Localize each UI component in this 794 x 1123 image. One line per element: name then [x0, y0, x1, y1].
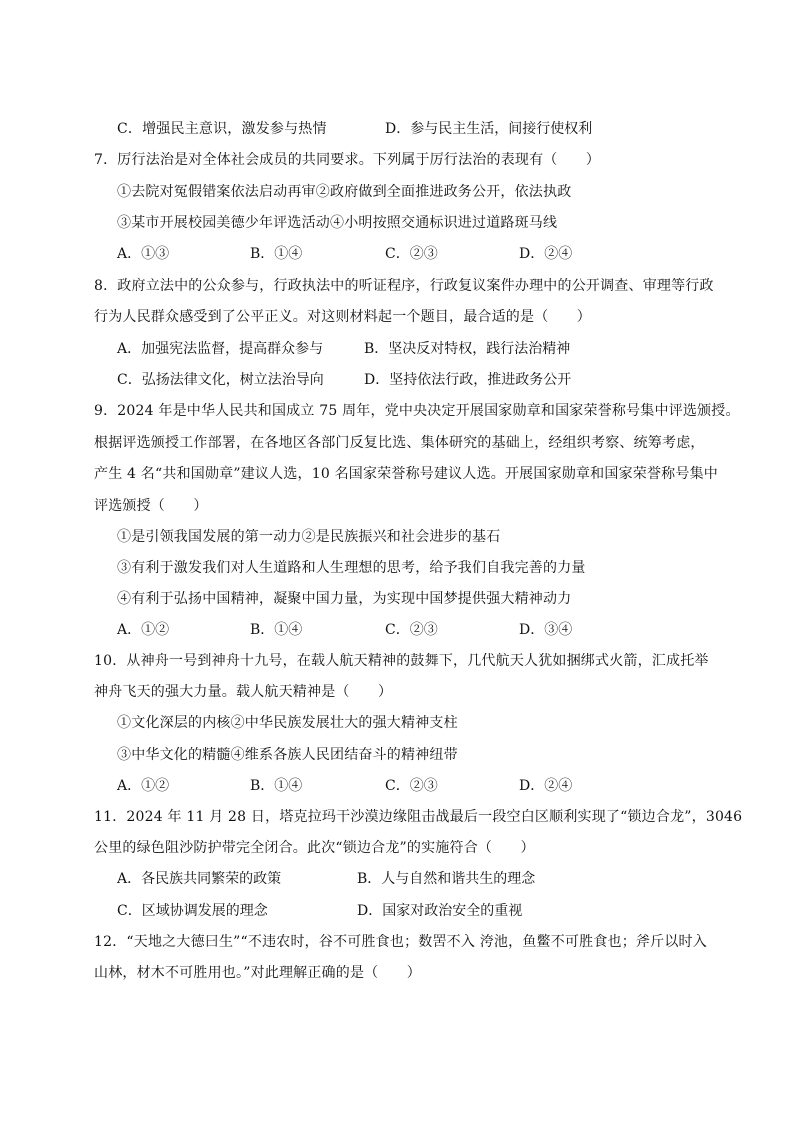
- q9-option-b: B．①④: [250, 622, 303, 638]
- q7-option-d: D．②④: [519, 246, 573, 262]
- q9-option-d: D．③④: [519, 622, 573, 638]
- q10-option-c: C．②③: [385, 778, 438, 794]
- q11-option-d: D．国家对政治安全的重视: [357, 903, 523, 919]
- q8-option-b: B．坚决反对特权，践行法治精神: [364, 341, 571, 357]
- q8-option-d: D．坚持依法行政，推进政务公开: [364, 372, 572, 388]
- q9-statement-2: ③有利于激发我们对人生道路和人生理想的思考，给予我们自我完善的力量: [117, 560, 586, 576]
- q7-option-a: A．①③: [117, 246, 170, 262]
- q12-stem-1: 12．“天地之大德曰生”“不违农时，谷不可胜食也；数罟不入 洿池，鱼鳖不可胜食也；斧斤以时入: [94, 934, 707, 950]
- q6-option-d: D．参与民主生活，间接行使权利: [385, 121, 593, 137]
- q10-option-d: D．②④: [519, 778, 573, 794]
- q8-stem-1: 8．政府立法中的公众参与，行政执法中的听证程序，行政复议案件办理中的公开调查、审理等行政: [94, 278, 714, 294]
- q10-stem-1: 10．从神舟一号到神舟十九号，在载人航天精神的鼓舞下，几代航天人犹如捆绑式火箭，汇成托举: [94, 653, 709, 669]
- q7-statement-2: ③某市开展校园美德少年评选活动④小明按照交通标识进过道路斑马线: [117, 215, 558, 231]
- q11-stem-1: 11．2024 年 11 月 28 日，塔克拉玛干沙漠边缘阻击战最后一段空白区顺利实现了“锁边合龙”，3046: [94, 809, 743, 825]
- q9-stem-3: 产生 4 名“共和国勋章”建议人选，10 名国家荣誉称号建议人选。开展国家勋章和国家荣誉称号集中: [94, 466, 718, 482]
- q11-option-b: B．人与自然和谐共生的理念: [357, 871, 536, 887]
- q9-stem-4: 评选颁授（ ）: [94, 498, 208, 514]
- q11-option-a: A．各民族共同繁荣的政策: [117, 871, 282, 887]
- q10-option-b: B．①④: [250, 778, 303, 794]
- q9-stem-1: 9．2024 年是中华人民共和国成立 75 周年，党中央决定开展国家勋章和国家荣誉称号集中评选颁授。: [94, 403, 740, 419]
- q11-stem-2: 公里的绿色阻沙防护带完全闭合。此次“锁边合龙”的实施符合（ ）: [94, 840, 535, 856]
- q8-option-c: C．弘扬法律文化，树立法治导向: [117, 372, 324, 388]
- q8-stem-2: 行为人民群众感受到了公平正义。对这则材料起一个题目，最合适的是（ ）: [94, 309, 591, 325]
- q10-statement-2: ③中华文化的精髓④维系各族人民团结奋斗的精神纽带: [117, 747, 458, 763]
- q9-statement-3: ④有利于弘扬中国精神，凝聚中国力量，为实现中国梦提供强大精神动力: [117, 591, 572, 607]
- q10-option-a: A．①②: [117, 778, 170, 794]
- q10-statement-1: ①文化深层的内核②中华民族发展壮大的强大精神支柱: [117, 715, 458, 731]
- q7-stem: 7．厉行法治是对全体社会成员的共同要求。下列属于厉行法治的表现有（ ）: [94, 152, 601, 168]
- q8-option-a: A．加强宪法监督，提高群众参与: [117, 341, 324, 357]
- q9-statement-1: ①是引领我国发展的第一动力②是民族振兴和社会进步的基石: [117, 529, 501, 545]
- q7-statement-1: ①去院对冤假错案依法启动再审②政府做到全面推进政务公开，依法执政: [117, 184, 572, 200]
- q11-option-c: C．区域协调发展的理念: [117, 903, 268, 919]
- q6-option-c: C．增强民主意识，激发参与热情: [117, 121, 327, 137]
- q10-stem-2: 神舟飞天的强大力量。载人航天精神是（ ）: [94, 684, 393, 700]
- q7-option-c: C．②③: [385, 246, 438, 262]
- q7-option-b: B．①④: [250, 246, 303, 262]
- q9-option-c: C．②③: [385, 622, 438, 638]
- q9-stem-2: 根据评选颁授工作部署，在各地区各部门反复比选、集体研究的基础上，经组织考察、统筹考虑，: [94, 435, 705, 451]
- q12-stem-2: 山林，材木不可胜用也。”对此理解正确的是（ ）: [94, 965, 421, 981]
- q9-option-a: A．①②: [117, 622, 170, 638]
